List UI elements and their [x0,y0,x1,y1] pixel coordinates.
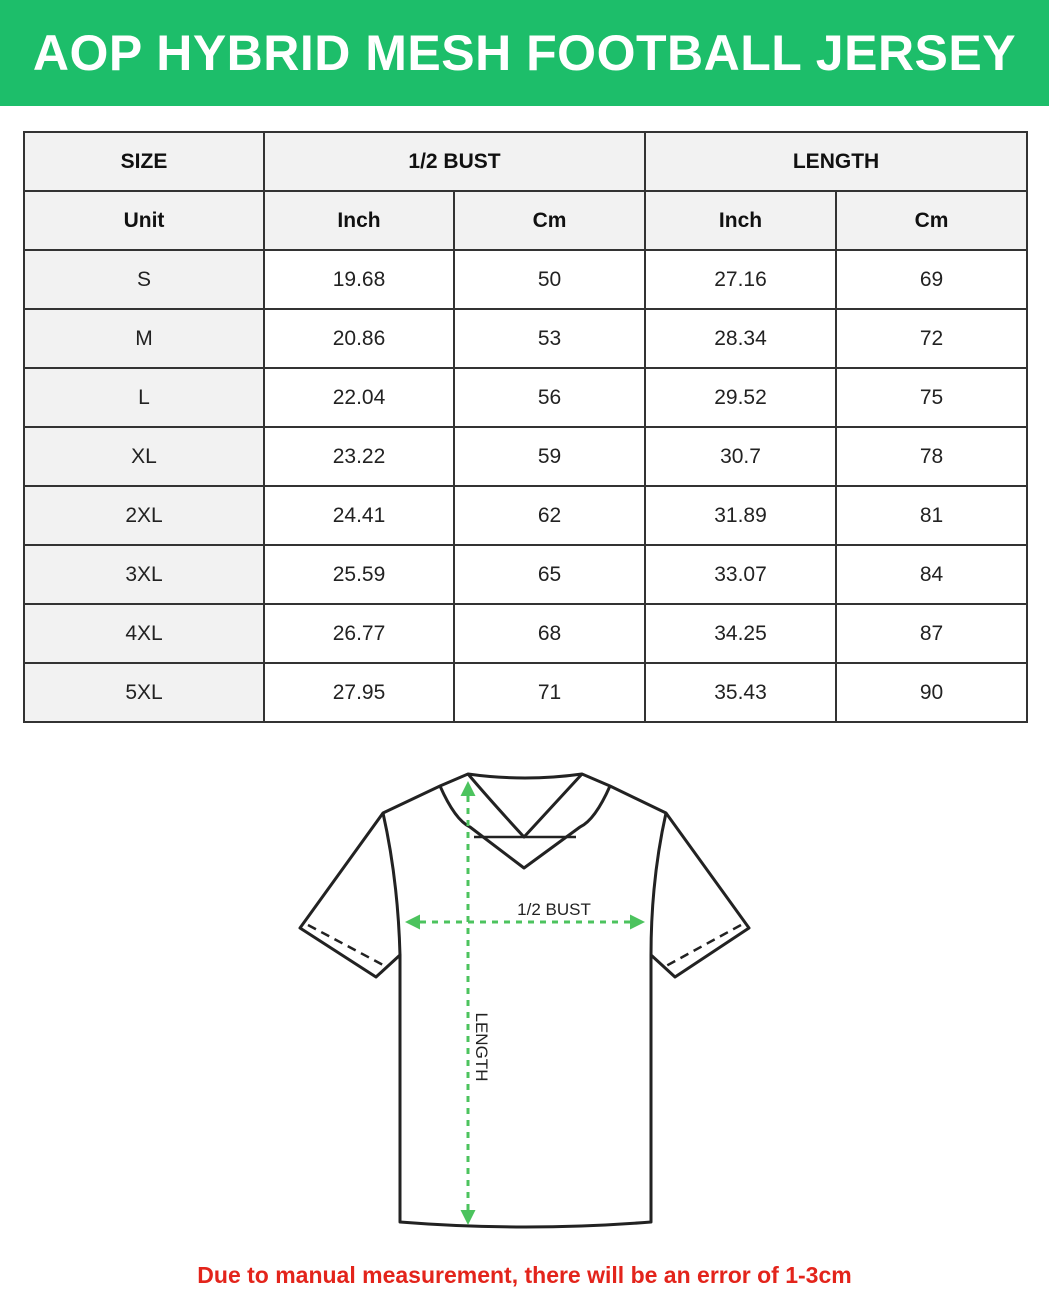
bust-inch-cell: 19.68 [264,250,454,309]
length-cm-cell: 84 [836,545,1027,604]
length-cm-cell: 69 [836,250,1027,309]
length-inch-cell: 27.16 [645,250,836,309]
size-chart-table [23,131,1028,723]
length-inch-cell: 34.25 [645,604,836,663]
bust-cm-cell: 56 [454,368,645,427]
header-row [24,132,1027,191]
size-cell: 3XL [24,545,264,604]
bust-inch-cell: 20.86 [264,309,454,368]
size-cell: S [24,250,264,309]
length-inch-label: Inch [645,191,836,250]
bust-cm-cell: 68 [454,604,645,663]
size-cell: 5XL [24,663,264,722]
unit-label: Unit [24,191,264,250]
table-row [24,309,1027,368]
length-cm-cell: 75 [836,368,1027,427]
table-row [24,545,1027,604]
bust-cm-cell: 62 [454,486,645,545]
bust-header: 1/2 BUST [264,132,645,191]
length-cm-cell: 72 [836,309,1027,368]
bust-cm-cell: 50 [454,250,645,309]
table-row [24,368,1027,427]
table-row [24,663,1027,722]
page-title: AOP HYBRID MESH FOOTBALL JERSEY [32,25,1017,81]
table-row [24,486,1027,545]
bust-cm-cell: 53 [454,309,645,368]
unit-row [24,191,1027,250]
size-cell: XL [24,427,264,486]
length-cm-cell: 90 [836,663,1027,722]
bust-inch-label: Inch [264,191,454,250]
bust-cm-cell: 71 [454,663,645,722]
bust-cm-cell: 59 [454,427,645,486]
size-cell: 4XL [24,604,264,663]
bust-inch-cell: 27.95 [264,663,454,722]
size-header: SIZE [24,132,264,191]
jersey-outline [300,774,749,1227]
length-inch-cell: 31.89 [645,486,836,545]
table-row [24,604,1027,663]
size-cell: 2XL [24,486,264,545]
bust-inch-cell: 25.59 [264,545,454,604]
title-banner [0,0,1049,106]
bust-label: 1/2 BUST [517,900,591,919]
length-inch-cell: 33.07 [645,545,836,604]
length-cm-label: Cm [836,191,1027,250]
length-inch-cell: 35.43 [645,663,836,722]
length-inch-cell: 29.52 [645,368,836,427]
length-label: LENGTH [472,1012,491,1082]
measurement-note: Due to manual measurement, there will be an error of 1-3cm [197,1262,852,1288]
length-cm-cell: 87 [836,604,1027,663]
length-inch-cell: 28.34 [645,309,836,368]
length-cm-cell: 78 [836,427,1027,486]
table-row [24,427,1027,486]
length-cm-cell: 81 [836,486,1027,545]
size-cell: L [24,368,264,427]
bust-inch-cell: 26.77 [264,604,454,663]
size-cell: M [24,309,264,368]
bust-inch-cell: 24.41 [264,486,454,545]
length-inch-cell: 30.7 [645,427,836,486]
table-row [24,250,1027,309]
length-header: LENGTH [645,132,1027,191]
bust-inch-cell: 23.22 [264,427,454,486]
jersey-diagram [0,740,1049,1250]
bust-cm-cell: 65 [454,545,645,604]
bust-inch-cell: 22.04 [264,368,454,427]
jersey-body [300,774,749,1227]
bust-cm-label: Cm [454,191,645,250]
